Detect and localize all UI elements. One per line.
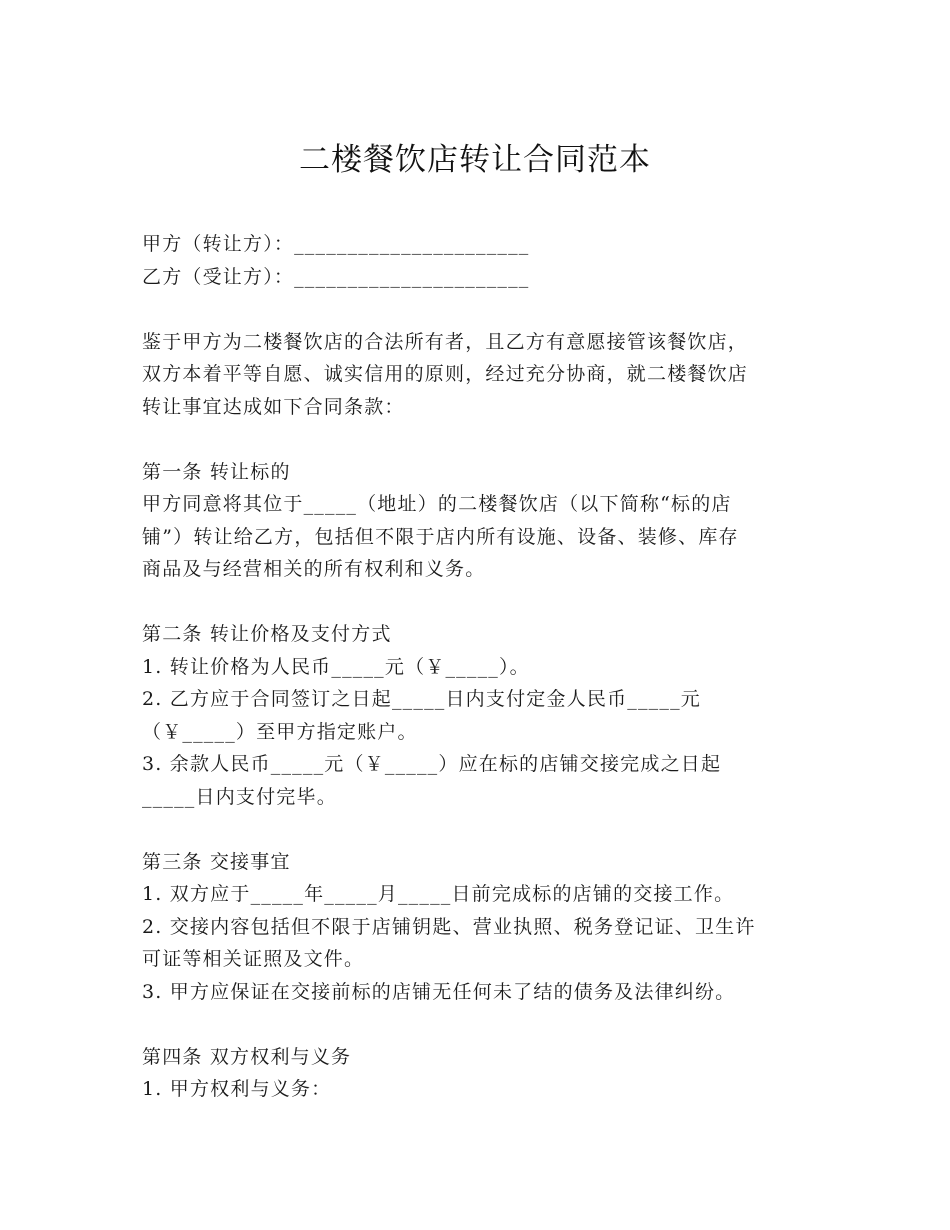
article-2-line: 1. 转让价格为人民币_____元（￥_____）。 xyxy=(142,655,530,678)
party-b-line: 乙方（受让方）：______________________ xyxy=(142,265,530,288)
article-3-line: 可证等相关证照及文件。 xyxy=(142,948,365,970)
spacer xyxy=(142,813,822,846)
article-2-line: （￥_____）至甲方指定账户。 xyxy=(142,720,418,743)
article-1-line: 甲方同意将其位于_____（地址）的二楼餐饮店（以下简称“标的店 xyxy=(142,493,732,515)
article-3-line: 1. 双方应于_____年_____月_____日前完成标的店铺的交接工作。 xyxy=(142,883,735,905)
party-a-line: 甲方（转让方）：______________________ xyxy=(142,233,530,255)
article-4-heading: 第四条 双方权利与义务 xyxy=(142,1045,352,1068)
article-2-heading: 第二条 转让价格及支付方式 xyxy=(142,623,392,645)
article-2-line: _____日内支付完毕。 xyxy=(142,785,337,808)
article-4-line: 1. 甲方权利与义务： xyxy=(142,1078,332,1100)
article-1-line: 铺”）转让给乙方，包括但不限于店内所有设施、设备、装修、库存 xyxy=(142,525,739,548)
article-3-line: 2. 交接内容包括但不限于店铺钥匙、营业执照、税务登记证、卫生许 xyxy=(142,915,756,938)
document-title: 二楼餐饮店转让合同范本 xyxy=(299,142,651,178)
document-body xyxy=(142,228,822,1106)
article-2-line: 2. 乙方应于合同签订之日起_____日内支付定金人民币_____元 xyxy=(142,688,701,710)
article-3-heading: 第三条 交接事宜 xyxy=(142,850,291,873)
preamble-line: 双方本着平等自愿、诚实信用的原则，经过充分协商，就二楼餐饮店 xyxy=(142,363,749,385)
article-3-line: 3. 甲方应保证在交接前标的店铺无任何未了结的债务及法律纠纷。 xyxy=(142,980,736,1003)
spacer xyxy=(142,586,822,619)
preamble-line: 转让事宜达成如下合同条款： xyxy=(142,395,405,418)
spacer xyxy=(142,1008,822,1041)
article-2-line: 3. 余款人民币_____元（￥_____）应在标的店铺交接完成之日起 xyxy=(142,753,722,775)
article-1-heading: 第一条 转让标的 xyxy=(142,460,291,483)
spacer xyxy=(142,423,822,456)
spacer xyxy=(142,293,822,326)
preamble-line: 鉴于甲方为二楼餐饮店的合法所有者，且乙方有意愿接管该餐饮店， xyxy=(142,330,749,353)
article-1-line: 商品及与经营相关的所有权利和义务。 xyxy=(142,558,486,580)
